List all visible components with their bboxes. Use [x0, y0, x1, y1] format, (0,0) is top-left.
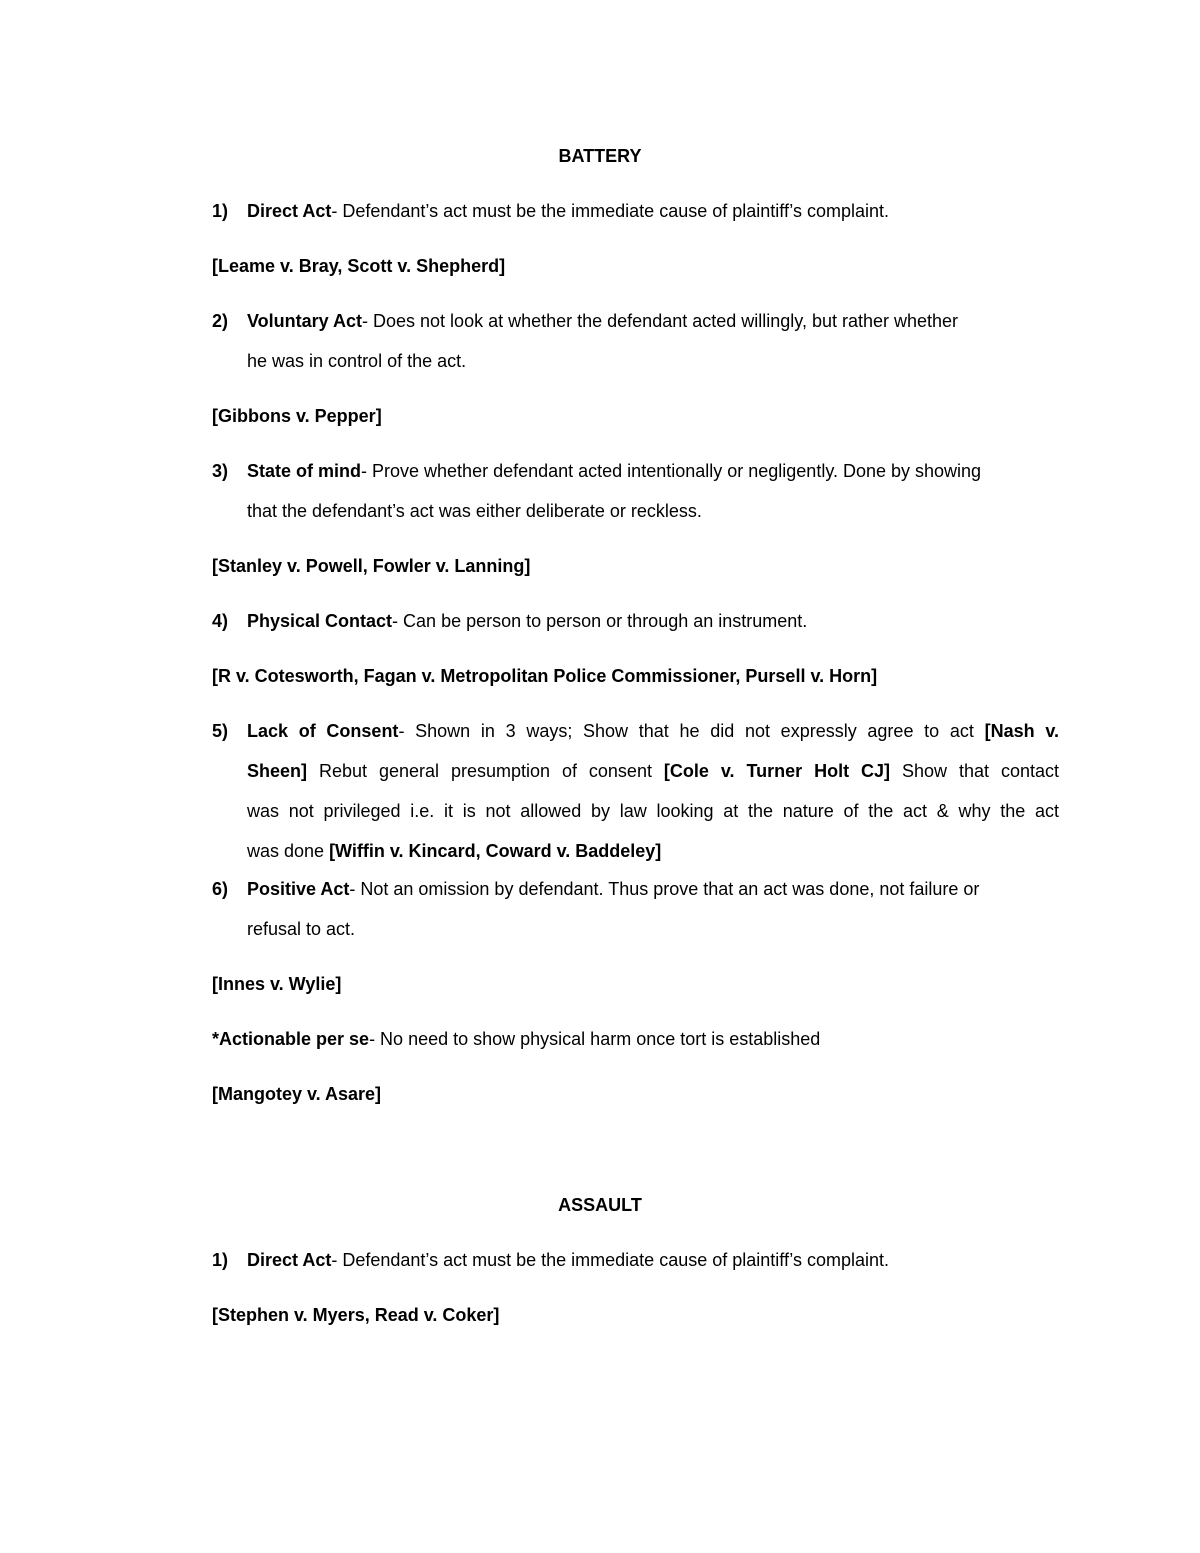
case-citation: [212, 1304, 1062, 1326]
battery-item-direct-act: [247, 200, 1059, 222]
item-description: - Defendant’s act must be the immediate cause of plaintiff’s complaint.: [331, 201, 889, 221]
item-number: 4): [212, 611, 229, 631]
case-citation: [212, 255, 1062, 277]
case-citation: [212, 973, 1062, 995]
item-term: State of mind: [247, 461, 362, 481]
case-citation-inline: Sheen]: [247, 761, 308, 781]
case-citation-text: [Innes v. Wylie]: [212, 974, 342, 994]
item-term: Positive Act: [247, 879, 350, 899]
item-number: 3): [212, 461, 229, 481]
case-citation-text: [Leame v. Bray, Scott v. Shepherd]: [212, 256, 506, 276]
item-description: was done: [247, 841, 330, 861]
item-term: Lack of Consent: [247, 721, 399, 741]
item-number: 2): [212, 311, 229, 331]
assault-heading: ASSAULT: [558, 1195, 642, 1215]
item-description: Show that contact: [890, 761, 1059, 781]
item-number: 6): [212, 879, 229, 899]
item-number: 1): [212, 1250, 229, 1270]
case-citation-text: [Stephen v. Myers, Read v. Coker]: [212, 1305, 500, 1325]
item-description-continued: that the defendant’s act was either deliberate or reckless.: [247, 501, 702, 521]
item-description-continued: [247, 760, 1059, 782]
item-description: - Shown in 3 ways; Show that he did not expressly agree to act: [398, 721, 985, 741]
note-text: - No need to show physical harm once tort is established: [369, 1029, 821, 1049]
battery-item-voluntary-act: [247, 310, 1059, 332]
item-description: - Can be person to person or through an instrument.: [392, 611, 808, 631]
case-citation-inline: [Wiffin v. Kincard, Coward v. Baddeley]: [329, 841, 662, 861]
case-citation-text: [Stanley v. Powell, Fowler v. Lanning]: [212, 556, 531, 576]
item-term: Direct Act: [247, 201, 332, 221]
case-citation: [212, 1083, 1062, 1105]
item-description: - Defendant’s act must be the immediate cause of plaintiff’s complaint.: [331, 1250, 889, 1270]
case-citation: [212, 665, 1062, 687]
case-citation-text: [Gibbons v. Pepper]: [212, 406, 382, 426]
battery-item-state-of-mind: [247, 460, 1059, 482]
item-description: - Does not look at whether the defendant acted willingly, but rather whether: [362, 311, 959, 331]
case-citation-inline: [Cole v. Turner Holt CJ]: [663, 761, 891, 781]
item-number: 1): [212, 201, 229, 221]
battery-item-physical-contact: [247, 610, 1059, 632]
battery-item-positive-act: [247, 878, 1059, 900]
case-citation-text: [Mangotey v. Asare]: [212, 1084, 382, 1104]
item-description-continued: was not privileged i.e. it is not allowed by law looking at the nature of the act & why the act: [247, 801, 1059, 821]
battery-item-lack-of-consent: [247, 720, 1059, 742]
item-description: - Prove whether defendant acted intentionally or negligently. Done by showing: [361, 461, 982, 481]
item-number: 5): [212, 721, 229, 741]
case-citation-inline: [Nash v.: [984, 721, 1060, 741]
item-description-continued: he was in control of the act.: [247, 351, 467, 371]
case-citation: [212, 405, 1062, 427]
item-term: Direct Act: [247, 1250, 332, 1270]
case-citation: [212, 555, 1062, 577]
assault-item-direct-act: [247, 1249, 1059, 1271]
battery-heading: BATTERY: [558, 146, 642, 166]
note-term: *Actionable per se: [212, 1029, 370, 1049]
item-description-continued: refusal to act.: [247, 919, 356, 939]
item-term: Voluntary Act: [247, 311, 363, 331]
item-description: - Not an omission by defendant. Thus prove that an act was done, not failure or: [349, 879, 980, 899]
actionable-note: [212, 1028, 1062, 1050]
item-term: Physical Contact: [247, 611, 393, 631]
item-description: Rebut general presumption of consent: [307, 761, 664, 781]
case-citation-text: [R v. Cotesworth, Fagan v. Metropolitan Police Commissioner, Pursell v. Horn]: [212, 666, 878, 686]
item-description-continued: [247, 840, 1059, 862]
